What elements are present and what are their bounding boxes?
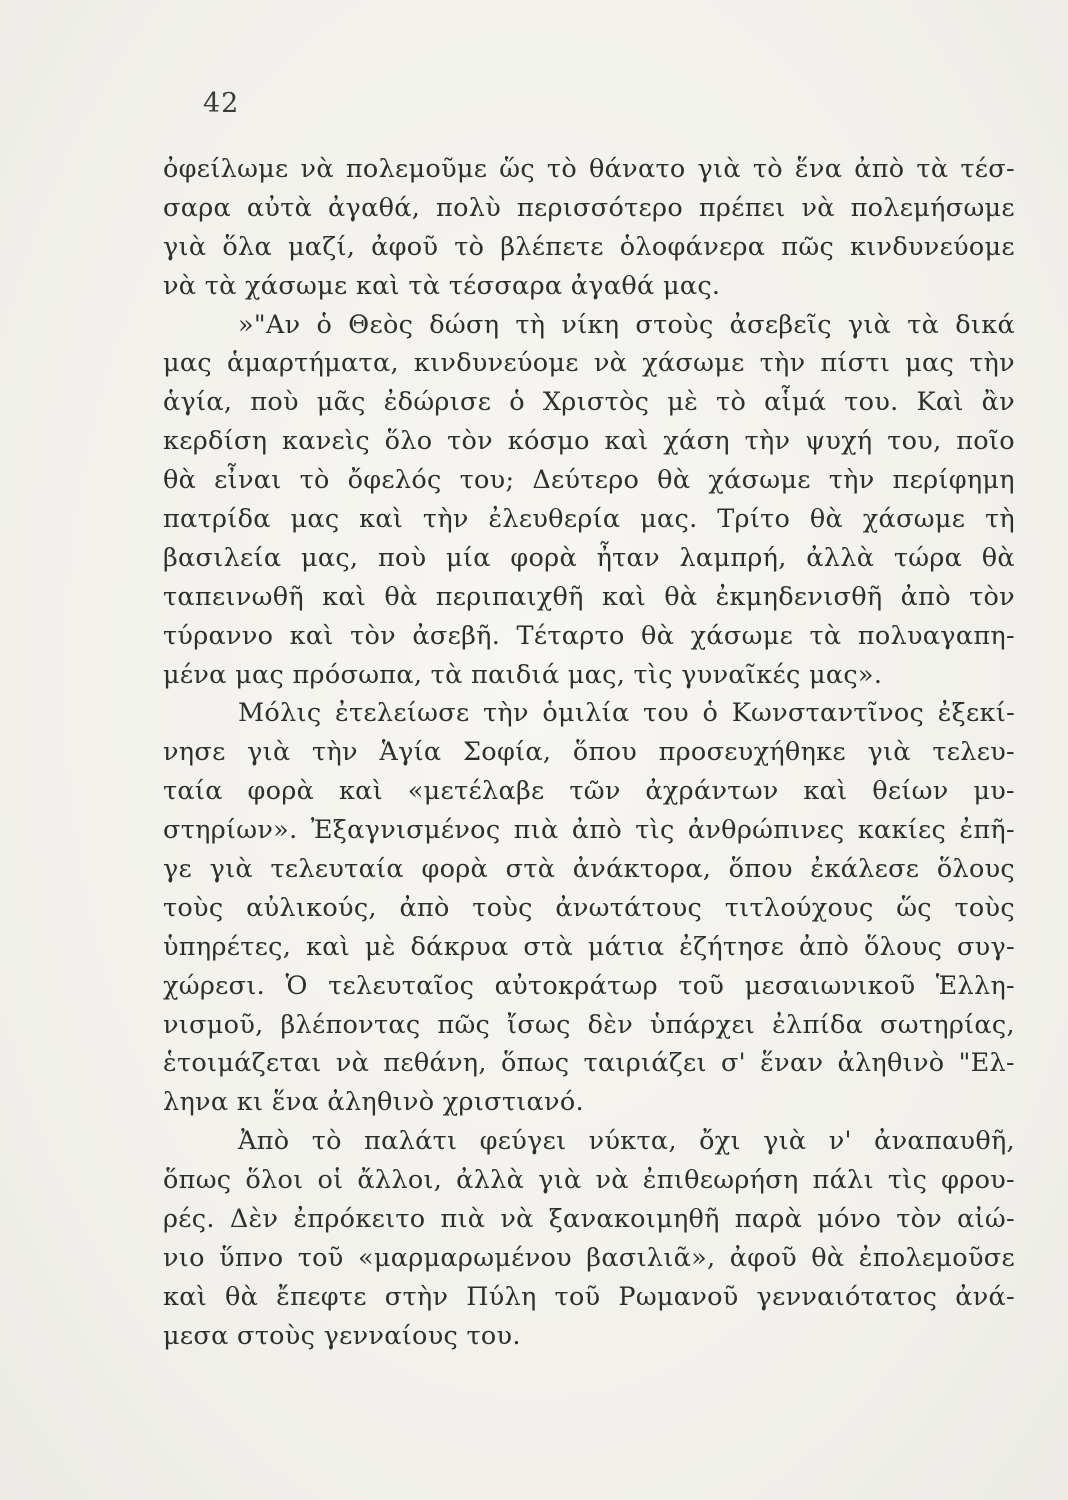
text-line: ὑπηρέτες, καὶ μὲ δάκρυα στὰ μάτια ἐζήτησε ἀπὸ ὅλους συγ- <box>163 931 1015 962</box>
text-line: νησε γιὰ τὴν Ἁγία Σοφία, ὅπου προσευχήθηκε γιὰ τελευ- <box>163 737 1015 768</box>
text-line: ρές. Δὲν ἐπρόκειτο πιὰ νὰ ξανακοιμηθῆ παρὰ μόνο τὸν αἰώ- <box>163 1204 1015 1235</box>
text-line: Ἀπὸ τὸ παλάτι φεύγει νύκτα, ὄχι γιὰ ν' ἀναπαυθῆ, <box>238 1126 1015 1157</box>
text-line: μένα μας πρόσωπα, τὰ παιδιά μας, τὶς γυναῖκές μας». <box>163 659 883 690</box>
text-line: καὶ θὰ ἔπεφτε στὴν Πύλη τοῦ Ρωμανοῦ γενναιότατος ἀνά- <box>163 1281 1015 1312</box>
text-line: μεσα στοὺς γενναίους του. <box>163 1320 521 1351</box>
text-line: »"Αν ὁ Θεὸς δώση τὴ νίκη στοὺς ἀσεβεῖς γιὰ τὰ δικά <box>238 309 1015 340</box>
text-line: ἑτοιμάζεται νὰ πεθάνη, ὅπως ταιριάζει σ' ἕναν ἀληθινὸ "Ελ- <box>163 1048 1015 1079</box>
text-line: πατρίδα μας καὶ τὴν ἐλευθερία μας. Τρίτο θὰ χάσωμε τὴ <box>163 504 1015 535</box>
text-line: σαρα αὐτὰ ἀγαθά, πολὺ περισσότερο πρέπει νὰ πολεμήσωμε <box>163 192 1015 223</box>
text-line: ταπεινωθῆ καὶ θὰ περιπαιχθῆ καὶ θὰ ἐκμηδενισθῆ ἀπὸ τὸν <box>163 581 1015 612</box>
text-line: ἁγία, ποὺ μᾶς ἐδώρισε ὁ Χριστὸς μὲ τὸ αἷμά του. Καὶ ἂν <box>163 387 1015 418</box>
text-line: νὰ τὰ χάσωμε καὶ τὰ τέσσαρα ἀγαθά μας. <box>163 270 721 301</box>
text-line: γε γιὰ τελευταία φορὰ στὰ ἀνάκτορα, ὅπου ἐκάλεσε ὅλους <box>163 854 1015 885</box>
text-line: θὰ εἶναι τὸ ὄφελός του; Δεύτερο θὰ χάσωμε τὴν περίφημη <box>163 465 1015 496</box>
text-line: ληνα κι ἕνα ἀληθινὸ χριστιανό. <box>163 1087 584 1118</box>
text-line: νιο ὕπνο τοῦ «μαρμαρωμένου βασιλιᾶ», ἀφοῦ θὰ ἐπολεμοῦσε <box>163 1242 1015 1273</box>
text-line: ταία φορὰ καὶ «μετέλαβε τῶν ἀχράντων καὶ θείων μυ- <box>163 776 1015 807</box>
text-line: βασιλεία μας, ποὺ μία φορὰ ἦταν λαμπρή, ἀλλὰ τώρα θὰ <box>163 542 1015 573</box>
page-number: 42 <box>203 88 240 119</box>
text-line: Μόλις ἐτελείωσε τὴν ὁμιλία του ὁ Κωνσταντῖνος ἐξεκί- <box>238 698 1015 729</box>
text-line: κερδίση κανεὶς ὅλο τὸν κόσμο καὶ χάση τὴν ψυχή του, ποῖο <box>163 426 1015 457</box>
text-line: γιὰ ὅλα μαζί, ἀφοῦ τὸ βλέπετε ὁλοφάνερα πῶς κινδυνεύομε <box>163 231 1015 262</box>
text-line: μας ἁμαρτήματα, κινδυνεύομε νὰ χάσωμε τὴν πίστι μας τὴν <box>163 348 1015 379</box>
body-text <box>163 150 1015 1356</box>
text-line: χώρεσι. Ὁ τελευταῖος αὐτοκράτωρ τοῦ μεσαιωνικοῦ Ἑλλη- <box>163 970 1015 1001</box>
text-line: ὀφείλωμε νὰ πολεμοῦμε ὥς τὸ θάνατο γιὰ τὸ ἕνα ἀπὸ τὰ τέσ- <box>163 154 1015 184</box>
text-line: τύραννο καὶ τὸν ἀσεβῆ. Τέταρτο θὰ χάσωμε τὰ πολυαγαπη- <box>163 620 1015 651</box>
text-line: ὅπως ὅλοι οἱ ἄλλοι, ἀλλὰ γιὰ νὰ ἐπιθεωρήση πάλι τὶς φρου- <box>163 1165 1015 1196</box>
text-line: τοὺς αὐλικούς, ἀπὸ τοὺς ἀνωτάτους τιτλούχους ὥς τοὺς <box>163 892 1015 923</box>
text-line: νισμοῦ, βλέποντας πῶς ἴσως δὲν ὑπάρχει ἐλπίδα σωτηρίας, <box>163 1009 1015 1040</box>
text-line: στηρίων». Ἐξαγνισμένος πιὰ ἀπὸ τὶς ἀνθρώπινες κακίες ἐπῆ- <box>163 815 1015 846</box>
